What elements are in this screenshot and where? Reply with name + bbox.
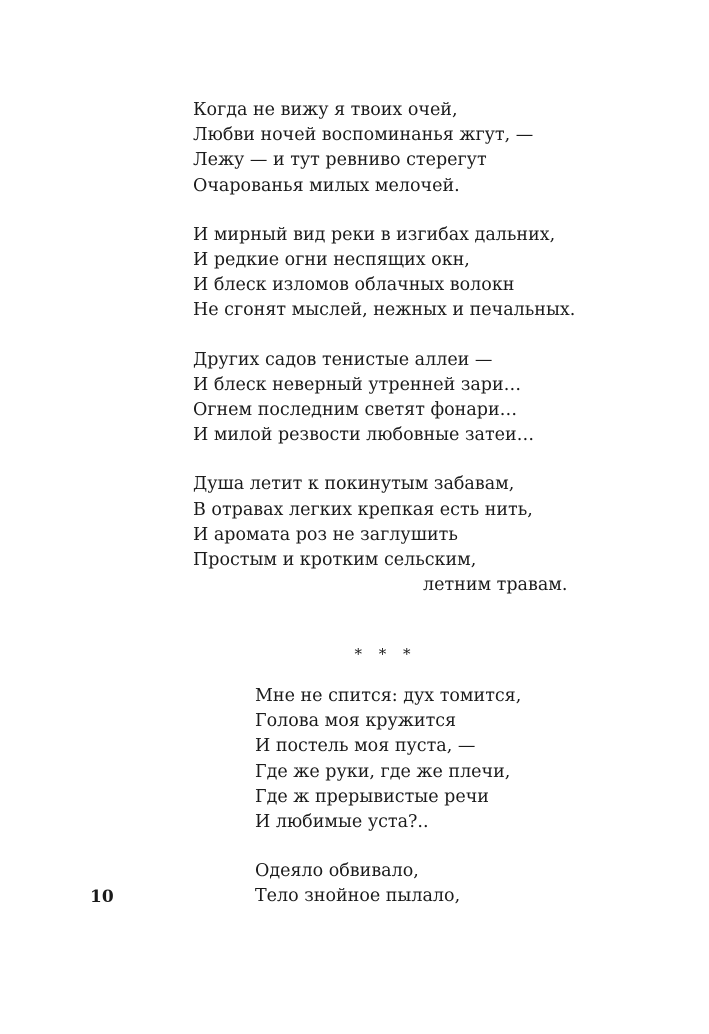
verse-line: И любимые уста?.. (255, 812, 429, 833)
verse-line: И аромата роз не заглушить (193, 524, 458, 545)
verse-line: И редкие огни неспящих окн, (193, 250, 470, 271)
verse-line: И милой резвости любовные затеи… (193, 425, 535, 446)
poem-untitled (255, 684, 675, 934)
verse-line: Одеяло обвивало, (255, 861, 419, 882)
verse-line: Тело знойное пылало, (255, 886, 461, 907)
verse-line: Очарованья милых мелочей. (193, 175, 460, 196)
stanza-1 (255, 684, 675, 835)
verse-line: И мирный вид реки в изгибах дальних, (193, 224, 556, 245)
stanza-2 (193, 223, 663, 324)
stanza-3 (193, 348, 663, 449)
verse-line-indented: летним травам. (423, 575, 568, 596)
verse-line: Мне не спится: дух томится, (255, 686, 522, 706)
verse-line: В отравах легких крепкая есть нить, (193, 499, 533, 520)
verse-line: Простым и кротким сельским, (193, 550, 477, 571)
page-number: 10 (90, 887, 114, 907)
verse-line: И постель моя пуста, — (255, 736, 476, 757)
verse-line: Душа летит к покинутым забавам, (193, 474, 515, 495)
verse-line: И блеск изломов облачных волокн (193, 275, 515, 296)
verse-line: Лежу — и тут ревниво стерегут (193, 150, 487, 171)
stanza-2 (255, 859, 675, 909)
verse-line: Других садов тенистые аллеи — (193, 349, 493, 370)
verse-line: И блеск неверный утренней зари… (193, 374, 522, 395)
stanza-4 (193, 472, 663, 598)
poem-sonnet (193, 98, 663, 622)
verse-line: Огнем последним светят фонари… (193, 400, 518, 421)
verse-line: Где же руки, где же плечи, (255, 761, 511, 782)
verse-line: Любви ночей воспоминанья жгут, — (193, 125, 534, 146)
verse-line: Когда не вижу я твоих очей, (193, 100, 458, 120)
verse-line: Не сгонят мыслей, нежных и печальных. (193, 300, 576, 321)
section-separator: * * * (354, 645, 417, 663)
verse-line: Голова моя кружится (255, 711, 457, 732)
stanza-1 (193, 98, 663, 199)
verse-line: Где ж прерывистые речи (255, 786, 489, 807)
